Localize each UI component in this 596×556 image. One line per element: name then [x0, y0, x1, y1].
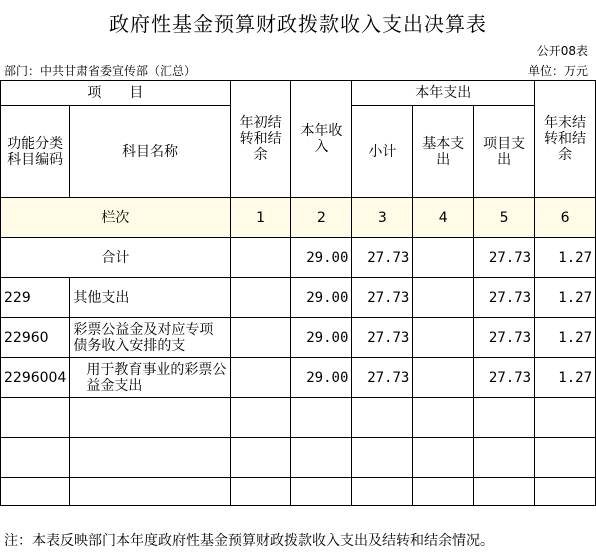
cell-begin — [230, 358, 291, 398]
cell-basic — [413, 238, 474, 278]
header-subtotal: 小计 — [352, 106, 413, 198]
cell-end: 1.27 — [535, 318, 596, 358]
cell-subtotal: 27.73 — [352, 238, 413, 278]
cell-code: 229 — [1, 278, 70, 318]
table-row-empty — [1, 438, 596, 478]
cell-end: 1.27 — [535, 238, 596, 278]
index-row-label: 栏次 — [1, 198, 231, 238]
header-project: 项目支出 — [474, 106, 535, 198]
cell-subtotal: 27.73 — [352, 358, 413, 398]
cell-name: 彩票公益金及对应专项债务收入安排的支 — [70, 318, 230, 358]
index-col: 2 — [291, 198, 352, 238]
cell-subtotal: 27.73 — [352, 278, 413, 318]
header-name: 科目名称 — [70, 106, 230, 198]
cell-income: 29.00 — [291, 318, 352, 358]
cell-subtotal: 27.73 — [352, 318, 413, 358]
table-row — [1, 318, 596, 358]
cell-project: 27.73 — [474, 238, 535, 278]
cell-code: 22960 — [1, 318, 70, 358]
index-col: 6 — [535, 198, 596, 238]
header-expenditure-group: 本年支出 — [352, 81, 535, 106]
table-row — [1, 278, 596, 318]
header-code: 功能分类科目编码 — [1, 106, 70, 198]
header-basic: 基本支出 — [413, 106, 474, 198]
header-end-balance: 年末结转和结余 — [535, 81, 596, 198]
cell-name: 用于教育事业的彩票公益金支出 — [70, 358, 230, 398]
cell-code: 2296004 — [1, 358, 70, 398]
cell-end: 1.27 — [535, 278, 596, 318]
footnote: 注：本表反映部门本年度政府性基金预算财政拨款收入支出及结转和结余情况。 — [4, 533, 494, 549]
form-number: 公开08表 — [536, 44, 588, 58]
department-label: 部门：中共甘肃省委宣传部（汇总） — [4, 64, 197, 78]
cell-income: 29.00 — [291, 278, 352, 318]
report-title: 政府性基金预算财政拨款收入支出决算表 — [109, 12, 487, 36]
cell-basic — [413, 358, 474, 398]
cell-income: 29.00 — [291, 358, 352, 398]
cell-income: 29.00 — [291, 238, 352, 278]
cell-begin — [230, 318, 291, 358]
header-begin-balance: 年初结转和结余 — [230, 81, 291, 198]
total-row-label: 合计 — [1, 238, 231, 278]
cell-project: 27.73 — [474, 278, 535, 318]
cell-project: 27.73 — [474, 358, 535, 398]
cell-end: 1.27 — [535, 358, 596, 398]
cell-begin — [230, 278, 291, 318]
cell-basic — [413, 318, 474, 358]
cell-basic — [413, 278, 474, 318]
header-income: 本年收入 — [291, 81, 352, 198]
cell-project: 27.73 — [474, 318, 535, 358]
header-item: 项 目 — [1, 81, 231, 106]
index-col: 4 — [413, 198, 474, 238]
cell-begin — [230, 238, 291, 278]
index-col: 3 — [352, 198, 413, 238]
index-col: 1 — [230, 198, 291, 238]
budget-table — [0, 80, 596, 506]
table-row-empty — [1, 478, 596, 506]
table-row — [1, 358, 596, 398]
cell-name: 其他支出 — [70, 278, 230, 318]
index-col: 5 — [474, 198, 535, 238]
table-row-empty — [1, 398, 596, 438]
unit-label: 单位：万元 — [527, 64, 588, 78]
